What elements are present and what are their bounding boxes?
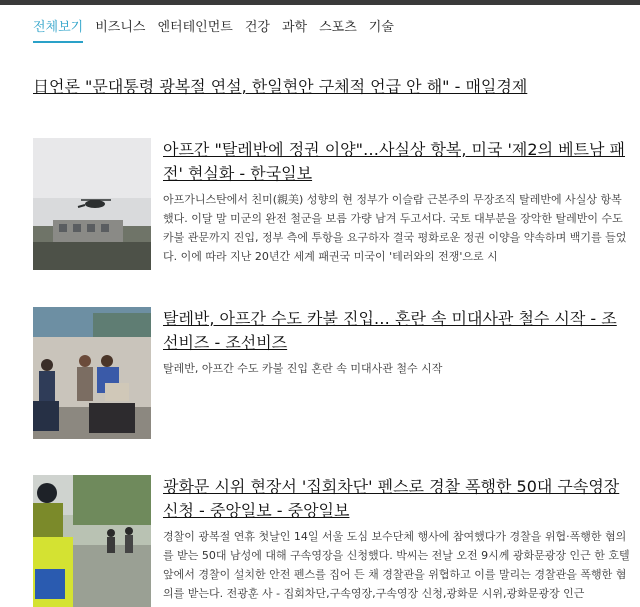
article-thumbnail[interactable] <box>33 307 151 439</box>
tab-health[interactable]: 건강 <box>244 20 270 35</box>
tab-science[interactable]: 과학 <box>281 20 308 35</box>
article-title-link[interactable]: 탈레반, 아프간 수도 카불 진입… 혼란 속 미대사관 철수 시작 - 조선비즈 - 조선비즈 <box>163 309 617 352</box>
article-description: 아프가니스탄에서 친미(親美) 성향의 현 정부가 이슬람 근본주의 무장조직 탈레반에 사실상 항복했다. 이달 말 미군의 완전 철군을 보름 가량 남겨 두고서다. 국토 대부분을 장악한 탈레반이 수도 카불 관문까지 진입, 정부 측에 투항을 요구하자 결국 평화로운 정권 이양을 약속하며 백기를 들었다. 이에 따라 지난 20년간 세계 패권국 미국이 '테러와의 전쟁'으로 시 <box>163 193 627 263</box>
article-thumbnail[interactable] <box>33 475 151 607</box>
helicopter-over-building-photo-icon <box>33 138 151 270</box>
people-with-luggage-photo-icon <box>33 307 151 439</box>
article-thumbnail[interactable] <box>33 138 151 270</box>
article-title-link[interactable]: 광화문 시위 현장서 '집회차단' 펜스로 경찰 폭행한 50대 구속영장 신청 - 중앙일보 - 중앙일보 <box>163 477 620 520</box>
category-tabs <box>33 16 394 43</box>
article-description: 탈레반, 아프간 수도 카불 진입 혼란 속 미대사관 철수 시작 <box>163 362 443 375</box>
tab-business[interactable]: 비즈니스 <box>95 20 146 35</box>
article-title-link[interactable]: 아프간 "탈레반에 정권 이양"…사실상 항복, 미국 '제2의 베트남 패전' 현실화 - 한국일보 <box>163 140 626 183</box>
tab-entertainment[interactable]: 엔터테인먼트 <box>157 20 233 35</box>
tab-all[interactable]: 전체보기 <box>33 16 83 43</box>
window-top-bar <box>0 0 640 5</box>
tab-sports[interactable]: 스포츠 <box>319 20 357 35</box>
article-description: 경찰이 광복절 연휴 첫날인 14일 서울 도심 보수단체 행사에 참여했다가 경찰을 위협·폭행한 혐의를 받는 50대 남성에 대해 구속영장을 신청했다. 박씨는 전날 오전 9시께 광화문광장 인근 한 호텔 앞에서 경찰이 설치한 안전 펜스를 집어 든 채 경찰관을 위협하고 이를 말리는 경찰관을 폭행한 혐의를 받는다. 전광훈 사 - 집회차단,구속영장,구속영장 신청,광화문 시위,광화문광장 인근 <box>163 530 630 600</box>
tab-technology[interactable]: 기술 <box>368 20 394 35</box>
top-headline-link[interactable]: 日언론 "문대통령 광복절 연설, 한일현안 구체적 언급 안 해" - 매일경제 <box>33 77 528 96</box>
police-officer-photo-icon <box>33 475 151 607</box>
